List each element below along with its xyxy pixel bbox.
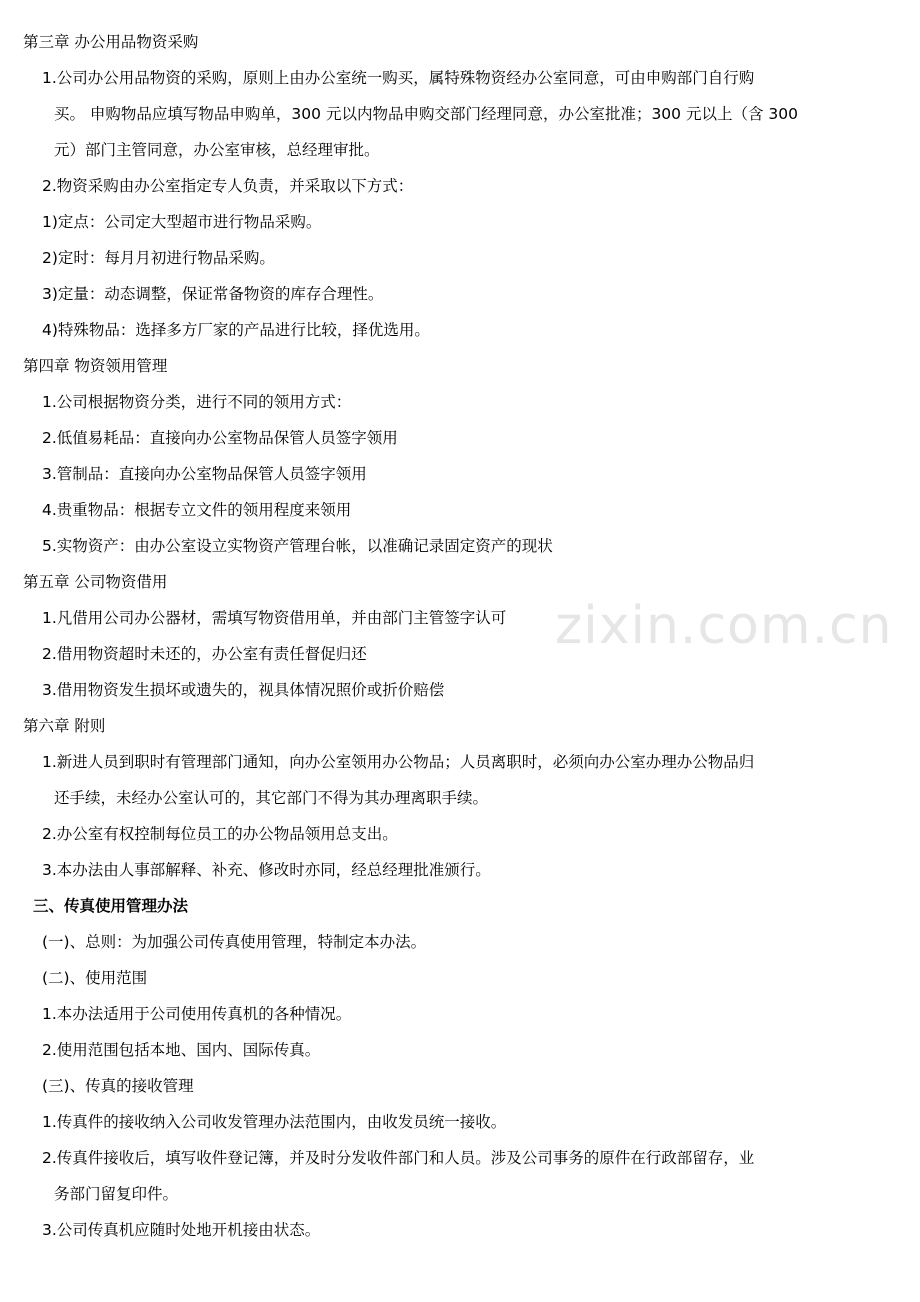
paragraph-line: 3.借用物资发生损坏或遗失的，视具体情况照价或折价赔偿: [42, 681, 445, 699]
chapter-heading: 第五章 公司物资借用: [23, 573, 168, 591]
paragraph-line: 2.传真件接收后，填写收件登记簿，并及时分发收件部门和人员。涉及公司事务的原件在行政部留存，业: [42, 1149, 755, 1167]
paragraph-line: 2.借用物资超时未还的，办公室有责任督促归还: [42, 645, 367, 663]
paragraph-line: 2)定时：每月月初进行物品采购。: [42, 249, 275, 267]
paragraph-line: 2.低值易耗品：直接向办公室物品保管人员签字领用: [42, 429, 398, 447]
paragraph-line: 2.办公室有权控制每位员工的办公物品领用总支出。: [42, 825, 398, 843]
section-heading: 三、传真使用管理办法: [33, 897, 189, 915]
chapter-heading: 第四章 物资领用管理: [23, 357, 168, 375]
paragraph-line: 4)特殊物品：选择多方厂家的产品进行比较，择优选用。: [42, 321, 430, 339]
paragraph-line: (一)、总则：为加强公司传真使用管理，特制定本办法。: [42, 933, 427, 951]
paragraph-line: 4.贵重物品：根据专立文件的领用程度来领用: [42, 501, 352, 519]
paragraph-line: 3)定量：动态调整，保证常备物资的库存合理性。: [42, 285, 384, 303]
chapter-heading: 第三章 办公用品物资采购: [23, 33, 199, 51]
paragraph-line: 2.物资采购由办公室指定专人负责，并采取以下方式：: [42, 177, 414, 195]
paragraph-line: (二)、使用范围: [42, 969, 148, 987]
paragraph-line: 3.公司传真机应随时处地开机接由状态。: [42, 1221, 321, 1239]
paragraph-line: 2.使用范围包括本地、国内、国际传真。: [42, 1041, 321, 1059]
document-body: [23, 30, 904, 1242]
paragraph-line: 1.传真件的接收纳入公司收发管理办法范围内，由收发员统一接收。: [42, 1113, 507, 1131]
paragraph-continuation: 元）部门主管同意，办公室审核，总经理审批。: [54, 141, 380, 159]
watermark: zixin.com.cn: [555, 596, 893, 656]
paragraph-continuation: 务部门留复印件。: [54, 1185, 179, 1203]
paragraph-line: 3.本办法由人事部解释、补充、修改时亦同，经总经理批准颁行。: [42, 861, 491, 879]
chapter-heading: 第六章 附则: [23, 717, 106, 735]
paragraph-continuation: 还手续，未经办公室认可的，其它部门不得为其办理离职手续。: [54, 789, 489, 807]
paragraph-line: 3.管制品：直接向办公室物品保管人员签字领用: [42, 465, 367, 483]
paragraph-line: 1.本办法适用于公司使用传真机的各种情况。: [42, 1005, 352, 1023]
paragraph-continuation: 买。 申购物品应填写物品申购单，300 元以内物品申购交部门经理同意，办公室批准；300 元以上（含 300: [54, 105, 798, 123]
paragraph-line: (三)、传真的接收管理: [42, 1077, 194, 1095]
paragraph-line: 1.凡借用公司办公器材，需填写物资借用单，并由部门主管签字认可: [42, 609, 507, 627]
paragraph-line: 1.公司办公用品物资的采购，原则上由办公室统一购买，属特殊物资经办公室同意，可由申购部门自行购: [42, 69, 755, 87]
paragraph-line: 1.公司根据物资分类，进行不同的领用方式：: [42, 393, 352, 411]
paragraph-line: 1.新进人员到职时有管理部门通知，向办公室领用办公物品；人员离职时，必须向办公室办理办公物品归: [42, 753, 755, 771]
paragraph-line: 1)定点：公司定大型超市进行物品采购。: [42, 213, 322, 231]
paragraph-line: 5.实物资产：由办公室设立实物资产管理台帐，以准确记录固定资产的现状: [42, 537, 553, 555]
